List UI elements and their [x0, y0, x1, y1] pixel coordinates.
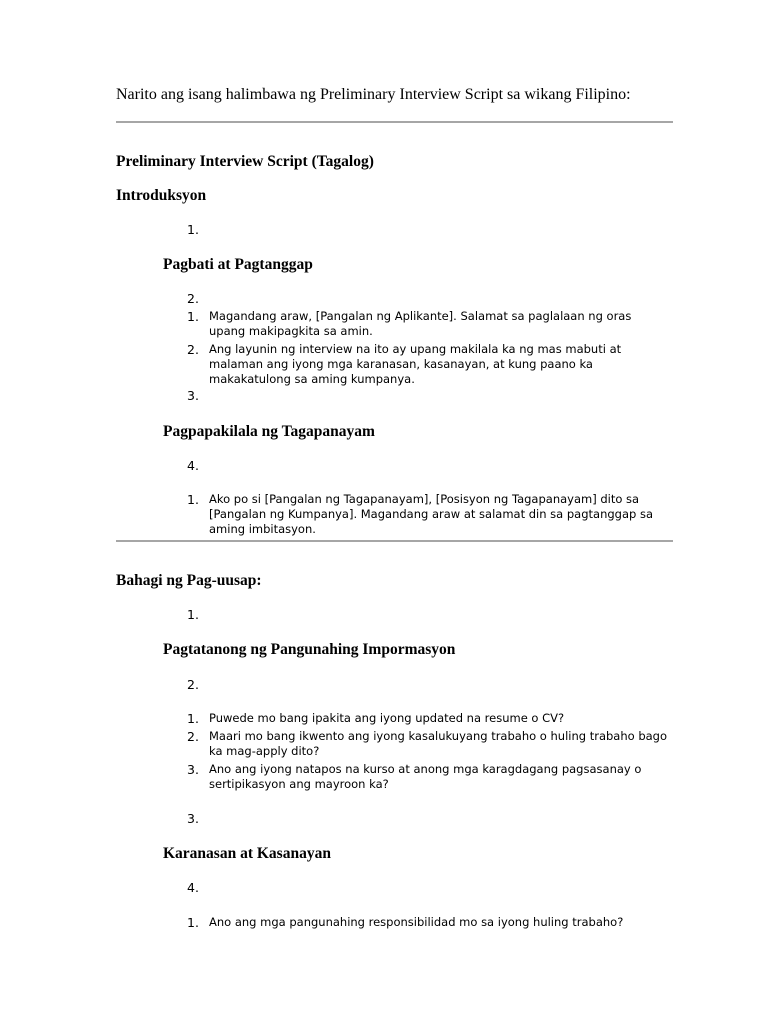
list-number: 3.	[187, 811, 199, 826]
list-item-number: 1.	[187, 915, 199, 930]
heading-karanasan: Karanasan at Kasanayan	[163, 845, 331, 862]
list-number: 3.	[187, 388, 199, 403]
heading-introduksyon: Introduksyon	[116, 187, 207, 204]
list-item-number: 3.	[187, 762, 199, 777]
horizontal-rule	[116, 121, 673, 123]
list-item-text: Magandang araw, [Pangalan ng Aplikante]. Salamat sa paglalaan ng oras upang makipagkita sa amin.	[209, 309, 632, 338]
heading-bahagi: Bahagi ng Pag-uusap:	[116, 572, 262, 589]
document-title: Preliminary Interview Script (Tagalog)	[116, 153, 374, 170]
list-item-text: Ako po si [Pangalan ng Tagapanayam], [Posisyon ng Tagapanayam] dito sa [Pangalan ng Kumpanya]. Magandang araw at salamat din sa pagtanggap sa aming imbitasyon.	[209, 492, 654, 536]
list-item-number: 1.	[187, 711, 199, 726]
list-item	[187, 762, 667, 792]
list-number: 2.	[187, 677, 199, 692]
list-item-number: 1.	[187, 309, 199, 324]
list-number: 1.	[187, 607, 199, 622]
list-number: 4.	[187, 880, 199, 895]
list-item	[187, 309, 667, 339]
list-number: 2.	[187, 291, 199, 306]
list-item	[187, 915, 667, 930]
list-item	[187, 342, 667, 387]
list-item	[187, 492, 667, 537]
list-item	[187, 729, 667, 759]
list-number: 1.	[187, 222, 199, 237]
list-item-number: 1.	[187, 492, 199, 507]
heading-pagpapakilala: Pagpapakilala ng Tagapanayam	[163, 423, 375, 440]
heading-pagbati: Pagbati at Pagtanggap	[163, 256, 313, 273]
list-item-text: Ang layunin ng interview na ito ay upang makilala ka ng mas mabuti at malaman ang iyong mga karanasan, kasanayan, at kung paano ka makakatulong sa aming kumpanya.	[209, 342, 622, 386]
list-item-text: Ano ang iyong natapos na kurso at anong mga karagdagang pagsasanay o sertipikasyon ang mayroon ka?	[209, 762, 642, 791]
list-item-text: Maari mo bang ikwento ang iyong kasalukuyang trabaho o huling trabaho bago ka mag-apply dito?	[209, 729, 668, 758]
heading-pagtatanong: Pagtatanong ng Pangunahing Impormasyon	[163, 641, 456, 658]
list-item-number: 2.	[187, 342, 199, 357]
intro-text: Narito ang isang halimbawa ng Preliminary Interview Script sa wikang Filipino:	[116, 86, 631, 103]
list-item-text: Puwede mo bang ipakita ang iyong updated na resume o CV?	[209, 711, 565, 725]
horizontal-rule	[116, 540, 673, 542]
list-item-number: 2.	[187, 729, 199, 744]
list-item	[187, 711, 667, 726]
list-number: 4.	[187, 458, 199, 473]
list-item-text: Ano ang mga pangunahing responsibilidad mo sa iyong huling trabaho?	[209, 915, 624, 929]
